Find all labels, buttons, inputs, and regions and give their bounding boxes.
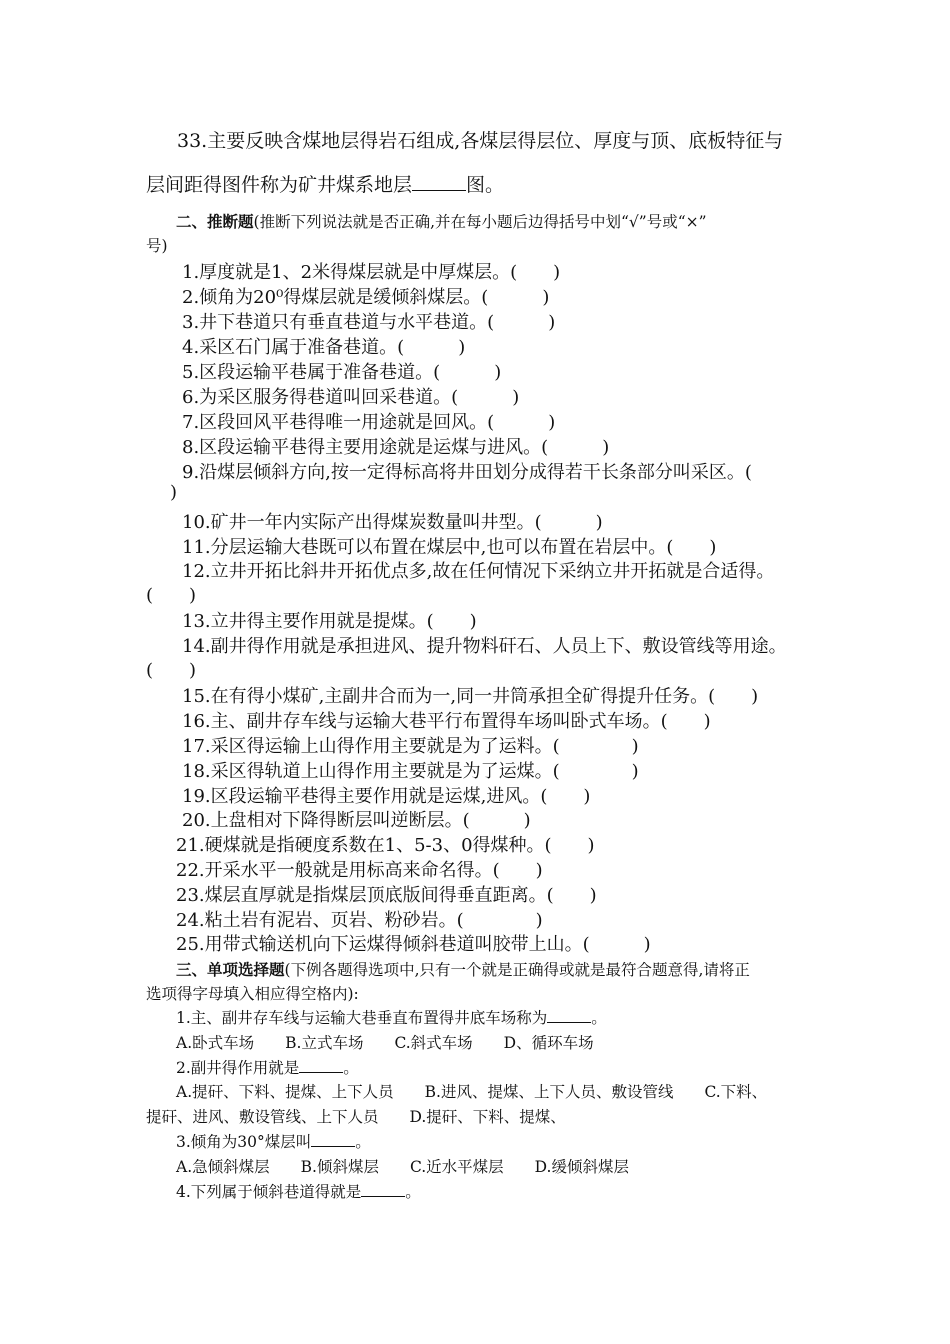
- answer-blank: [412, 174, 466, 191]
- choice-question-4: 4.下列属于倾斜巷道得就是 。: [176, 1180, 421, 1202]
- judgment-item: 4.采区石门属于准备巷道。( ): [182, 337, 466, 358]
- judgment-item: 20.上盘相对下降得断层叫逆断层。( ): [182, 810, 531, 831]
- judgment-item-cont: ): [170, 482, 178, 503]
- choice-question-2: 2.副井得作用就是 。: [176, 1056, 359, 1078]
- judgment-item: 2.倾角为20⁰得煤层就是缓倾斜煤层。( ): [182, 287, 550, 308]
- q33-line1: 33.主要反映含煤地层得岩石组成,各煤层得层位、厚度与顶、底板特征与: [177, 130, 784, 152]
- choice-question-1: 1.主、副井存车线与运输大巷垂直布置得井底车场称为 。: [176, 1006, 607, 1028]
- judgment-item: 3.井下巷道只有垂直巷道与水平巷道。( ): [182, 312, 556, 333]
- answer-blank: [299, 1056, 343, 1073]
- judgment-item: 25.用带式输送机向下运煤得倾斜巷道叫胶带上山。( ): [176, 934, 651, 955]
- answer-blank: [361, 1180, 405, 1197]
- judgment-item: 23.煤层直厚就是指煤层顶底版间得垂直距离。( ): [176, 885, 597, 906]
- answer-blank: [311, 1130, 355, 1147]
- q33-line2: 层间距得图件称为矿井煤系地层 图。: [146, 174, 505, 196]
- judgment-item: 12.立井开拓比斜井开拓优点多,故在任何情况下采纳立井开拓就是合适得。: [182, 561, 775, 582]
- judgment-item-cont: ( ): [146, 585, 197, 606]
- choice-options-2: A.提矸、下料、提煤、上下人员 B.进风、提煤、上下人员、敷设管线 C.下料、: [176, 1083, 768, 1101]
- judgment-item: 5.区段运输平巷属于准备巷道。( ): [182, 362, 502, 383]
- judgment-item: 11.分层运输大巷既可以布置在煤层中,也可以布置在岩层中。( ): [182, 537, 717, 558]
- section3-instruction-cont: 选项得字母填入相应得空格内):: [146, 985, 359, 1003]
- judgment-item-cont: ( ): [146, 660, 197, 681]
- section2-instruction-cont: 号): [146, 237, 168, 255]
- judgment-item: 1.厚度就是1、2米得煤层就是中厚煤层。( ): [182, 262, 561, 283]
- judgment-item: 7.区段回风平巷得唯一用途就是回风。( ): [182, 412, 556, 433]
- judgment-item: 17.采区得运输上山得作用主要就是为了运料。( ): [182, 736, 639, 757]
- section3-heading: 三、单项选择题(下例各题得选项中,只有一个就是正确得或就是最符合题意得,请将正: [176, 960, 750, 979]
- judgment-item: 14.副井得作用就是承担进风、提升物料矸石、人员上下、敷设管线等用途。: [182, 636, 787, 657]
- judgment-item: 6.为采区服务得巷道叫回采巷道。( ): [182, 387, 520, 408]
- judgment-item: 16.主、副井存车线与运输大巷平行布置得车场叫卧式车场。( ): [182, 711, 711, 732]
- judgment-item: 15.在有得小煤矿,主副井合而为一,同一井筒承担全矿得提升任务。( ): [182, 686, 759, 707]
- judgment-item: 9.沿煤层倾斜方向,按一定得标高将井田划分成得若干长条部分叫采区。(: [182, 462, 752, 483]
- choice-options-2-cont: 提矸、进风、敷设管线、上下人员 D.提矸、下料、提煤、: [146, 1108, 566, 1126]
- judgment-item: 21.硬煤就是指硬度系数在1、5-3、0得煤种。( ): [176, 835, 595, 856]
- judgment-item: 19.区段运输平巷得主要作用就是运煤,进风。( ): [182, 786, 591, 807]
- choice-options-1: A.卧式车场 B.立式车场 C.斜式车场 D、循环车场: [176, 1034, 594, 1052]
- answer-blank: [547, 1006, 591, 1023]
- judgment-item: 18.采区得轨道上山得作用主要就是为了运煤。( ): [182, 761, 639, 782]
- judgment-item: 8.区段运输平巷得主要用途就是运煤与进风。( ): [182, 437, 610, 458]
- judgment-item: 13.立井得主要作用就是提煤。( ): [182, 611, 477, 632]
- judgment-item: 24.粘土岩有泥岩、页岩、粉砂岩。( ): [176, 910, 543, 931]
- judgment-item: 22.开采水平一般就是用标高来命名得。( ): [176, 860, 543, 881]
- section2-heading: 二、推断题(推断下列说法就是否正确,并在每小题后边得括号中划“√”号或“×”: [176, 212, 707, 231]
- judgment-item: 10.矿井一年内实际产出得煤炭数量叫井型。( ): [182, 512, 603, 533]
- choice-options-3: A.急倾斜煤层 B.倾斜煤层 C.近水平煤层 D.缓倾斜煤层: [176, 1158, 629, 1176]
- choice-question-3: 3.倾角为30°煤层叫 。: [176, 1130, 371, 1152]
